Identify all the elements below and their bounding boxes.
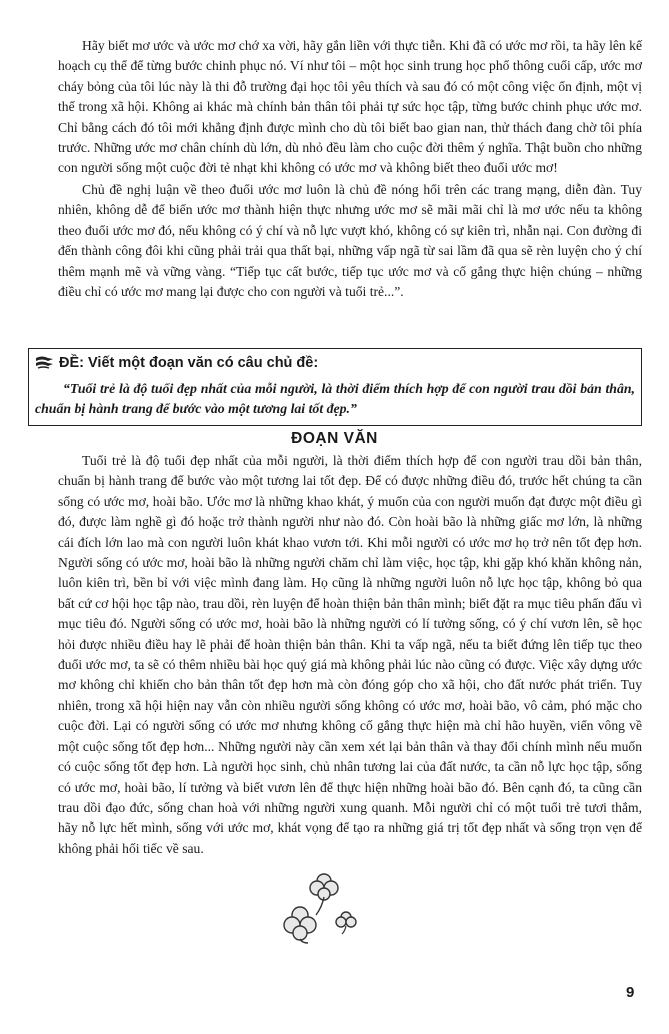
clover-leaves-icon bbox=[280, 873, 360, 945]
pencil-icon bbox=[35, 355, 55, 371]
section-title: ĐOẠN VĂN bbox=[291, 430, 378, 447]
prompt-instruction: Viết một đoạn văn có câu chủ đề: bbox=[88, 355, 319, 371]
paragraph-1: Hãy biết mơ ước và ước mơ chớ xa vời, hãy gắn liền với thực tiễn. Khi đã có ước mơ rồi, ta hãy lên kế hoạch cụ thể để từng bước chinh phục nó. Ví như tôi – một học sinh trung học phổ thông cuối cấp, ước mơ cháy bỏng của tôi lúc này là thi đỗ trường đại học tôi yêu thích và sau đó có một công việc ổn định, một vị thế trong xã hội. Không ai khác mà chính bản thân tôi phải tự sức học tập, từng bước chinh phục ước mơ. Chỉ bằng cách đó tôi mới khẳng định được mình cho dù tôi biết bao gian nan, thử thách đang chờ tôi phía trước. Những ước mơ chân chính dù lớn, dù nhỏ đều làm cho cuộc đời thêm ý nghĩa. Thật buồn cho những con người sống một cuộc đời tẻ nhạt khi không có ước mơ và không biết theo đuổi ước mơ! bbox=[58, 38, 642, 176]
essay-paragraph: Tuổi trẻ là độ tuổi đẹp nhất của mỗi người, là thời điểm thích hợp để con người trau dồi bản thân, chuẩn bị hành trang để bước vào một tương lai tốt đẹp. Để có được những điều đó, trước hết chúng ta cần sống có ước mơ, hoài bão. Ước mơ là những khao khát, ý muốn của con người muốn đạt được một điều gì đó, được làm nghề gì đó hoặc trở thành người như nào đó. Còn hoài bão là những giấc mơ lớn, là những cái đích lớn lao mà con người luôn khát khao vươn tới. Khi mỗi người có ước mơ họ trở nên tốt đẹp hơn. Người sống có ước mơ, hoài bão là những người chăm chỉ làm việc, học tập, khi gặp khó khăn không nản, luôn kiên trì, bền bỉ với việc mình đang làm. Họ cũng là những người luôn nỗ lực học tập, không bỏ qua bất cứ cơ hội học tập nào, trau dồi, rèn luyện để hoàn thiện bản thân mình; biết đặt ra mục tiêu phấn đấu vì mục tiêu đó. Người sống có ước mơ, hoài bão là những người có lí tưởng sống, có ý chí vươn lên, sẽ học hỏi được nhiều điều hay lẽ phải để hoàn thiện bản thân. Khi ta vấp ngã, nếu ta biết đứng lên tiếp tục theo đuổi ước mơ, ta sẽ có thêm nhiều bài học quý giá mà không phải lúc nào cũng có được. Việc xây dựng ước mơ không chỉ khiến cho bản thân tốt đẹp hơn mà còn đóng góp cho xã hội, cho đất nước phát triển. Tuy nhiên, trong xã hội hiện nay vẫn còn nhiều người sống không có ước mơ, hoài bão, vô cảm, phó mặc cho cuộc đời. Lại có người sống có ước mơ nhưng không cố gắng thực hiện mà chỉ hão huyền, viển vông về một cuộc sống tốt đẹp hơn... Những người này cần xem xét lại bản thân và thay đổi chính mình nếu muốn có cuộc sống tốt đẹp hơn. Là người học sinh, chủ nhân tương lai của đất nước, ta cần nỗ lực học tập, sống có ước mơ, hoài bão, lí tưởng và biết vươn lên để thực hiện những hoài bão đó. Bên cạnh đó, ta cũng cần trau dồi đạo đức, sống chan hoà với những người xung quanh. Mỗi người chỉ có một tuổi trẻ tươi thắm, hãy nỗ lực hết mình, sống với ước mơ, khát vọng để tạo ra những giá trị tốt đẹp nhất và sống trọn vẹn để không phải hối tiếc về sau. bbox=[58, 453, 642, 856]
paragraph-2: Chủ đề nghị luận về theo đuổi ước mơ luôn là chủ đề nóng hổi trên các trang mạng, diễn đàn. Tuy nhiên, không dễ để biến ước mơ thành hiện thực nhưng ước mơ sẽ mãi mãi chỉ là mơ ước nếu ta không theo đuổi ước mơ đó, nếu không có ý chí và nỗ lực vượt khó, không có sự kiên trì, nhẫn nại. Con đường đi đến thành công đôi khi cũng phải trải qua thất bại, những vấp ngã từ sai lầm đã qua sẽ rèn luyện cho ý chí thêm mạnh mẽ và vững vàng. “Tiếp tục cất bước, tiếp tục ước mơ và cố gắng thực hiện chúng – những điều chỉ có ước mơ mang lại được cho con người và tuổi trẻ...”. bbox=[58, 182, 642, 300]
prompt-label: ĐỀ: bbox=[59, 355, 84, 371]
prompt-heading bbox=[35, 355, 318, 371]
page-number: 9 bbox=[626, 984, 635, 1001]
prompt-box bbox=[28, 348, 642, 426]
prompt-quote: “Tuổi trẻ là độ tuổi đẹp nhất của mỗi người, là thời điểm thích hợp để con người trau dồi bản thân, chuẩn bị hành trang để bước vào một tương lai tốt đẹp.” bbox=[35, 381, 635, 416]
